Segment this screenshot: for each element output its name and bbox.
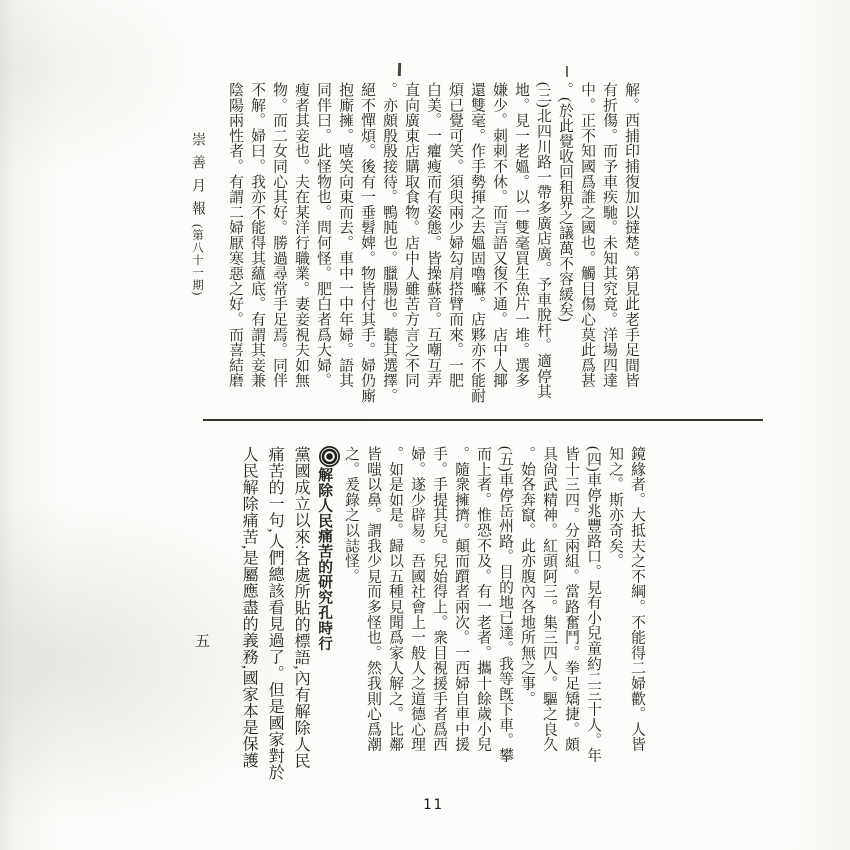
top-column-12: 。亦頗殷殷接待。鴨肫也。臘腸也。聽其選擇。 [381, 82, 397, 404]
top-column-16: 瘦者其妾也。夫在某洋行職業。妻妾視夫如無 [293, 82, 309, 388]
bottom-column-07: (五)車停岳州路。目的地已達。我等旣下車。攀 [497, 446, 513, 763]
bottom-column-09: 。隨衆擁擠。顛而躓者兩次。一西婦自車中援 [453, 446, 469, 752]
article-column-03: 人民解除痛苦,是屬應盡的義務,國家本是保護 [240, 446, 258, 769]
folio-number: 五 [195, 634, 211, 650]
bottom-column-10: 手。手提其兒。兒始得上。衆目視援手者爲西 [431, 446, 447, 752]
top-column-07: 嫌少。刺刺不休。而言語又復不通。店中人揶 [491, 82, 507, 388]
article-column-02: 痛苦的一句,人們總該看見過了。但是國家對於 [266, 446, 284, 781]
bottom-column-06: 。始各奔竄。此亦腹內各地所無之事。 [519, 446, 535, 707]
top-column-13: 絕不憚煩。後有一垂髫婢。物皆付其手。婦仍廝 [359, 82, 375, 404]
top-column-18: 不解。婦曰。我亦不能得其蘊底。有謂其妾兼 [249, 82, 265, 388]
top-column-03: 中。正不知國爲誰之國也。觸目傷心莫此爲甚 [579, 82, 595, 388]
top-column-05: (三)北四川路一帶多廣店廣。予車脫杆。適停其 [535, 82, 551, 399]
top-column-15: 同伴曰。此怪物也。問何怪。肥白者爲大婦。 [315, 82, 331, 388]
bottom-column-14: 之。爰錄之以誌怪。 [343, 446, 359, 584]
bottom-column-03: (四)車停兆豐路口。見有小兒童約二三十人。年 [585, 446, 601, 763]
bottom-column-13: 皆嗤以鼻。謂我少見而多怪也。然我則心爲潮 [365, 446, 381, 752]
article-marker-icon [319, 446, 340, 467]
scan-artifact-tick [566, 66, 568, 77]
top-column-01: 解。西捕印捕復加以撻楚。第見此老手足間皆 [623, 82, 639, 388]
bottom-text-block [218, 446, 648, 794]
top-column-10: 白美。一癯瘦而有姿態。皆操蘇音。互嘲互弄 [425, 82, 441, 388]
bottom-column-08: 而上者。惟恐不及。有一老者。攜十餘歲小兒 [475, 446, 491, 752]
bottom-column-01: 鏡緣者。大抵夫之不綱。不能得二婦歡。人皆 [629, 446, 645, 752]
journal-title: 崇善月報 [190, 132, 205, 224]
article-author: 孔時行 [316, 604, 333, 652]
bottom-column-11: 婦。遂少辟易。吾國社會上一般人之道德心理 [409, 446, 425, 752]
top-column-08: 還雙毫。作手勢揮之去媼固嚕囌。店夥亦不能耐 [469, 82, 485, 404]
top-column-11: 直向廣東店購取食物。店中人雖苦方言之不同 [403, 82, 419, 388]
top-text-block [224, 82, 642, 426]
article-title-column [313, 446, 340, 794]
top-column-02: 有折傷。而予車疾馳。未知其究竟。洋場四達 [601, 82, 617, 388]
bottom-column-04: 皆十三四。分兩組。當路奮鬥。拳足矯捷。頗 [563, 446, 579, 752]
top-column-19: 陰陽兩性者。有謂二婦厭寒惡之好。而喜結磨 [227, 82, 243, 388]
bottom-column-02: 知之。斯亦奇矣。 [607, 446, 623, 569]
article-column-01: 黨國成立以來:各處所貼的標語,內有解除人民 [292, 446, 310, 769]
bottom-column-12: 。如是如是。歸以五種見聞爲家人解之。比鄰 [387, 446, 403, 752]
bottom-column-05: 具尙武精神。紅頭阿三。集三四人。驅之良久 [541, 446, 557, 752]
top-column-14: 抱廝擁。嘻笑向東而去。車中一中年婦。語其 [337, 82, 353, 388]
section-divider [203, 419, 763, 421]
top-column-09: 煩已覺可笑。須臾兩少婦勾肩搭臂而來。一肥 [447, 82, 463, 388]
scan-artifact-tick [398, 63, 401, 76]
margin-caption [187, 132, 207, 296]
top-column-06: 地。見一老媼。以一雙毫買生魚片一堆。選多 [513, 82, 529, 388]
top-column-17: 物。而二女同心其好。勝過尋常手足焉。同伴 [271, 82, 287, 388]
top-column-04: 。(於此覺收回租界之議萬不容緩矣) [557, 82, 573, 323]
article-title: 解除人民痛苦的研究 [316, 467, 333, 605]
issue-label: (第八十一期) [191, 224, 203, 297]
page-number: 11 [423, 797, 444, 813]
